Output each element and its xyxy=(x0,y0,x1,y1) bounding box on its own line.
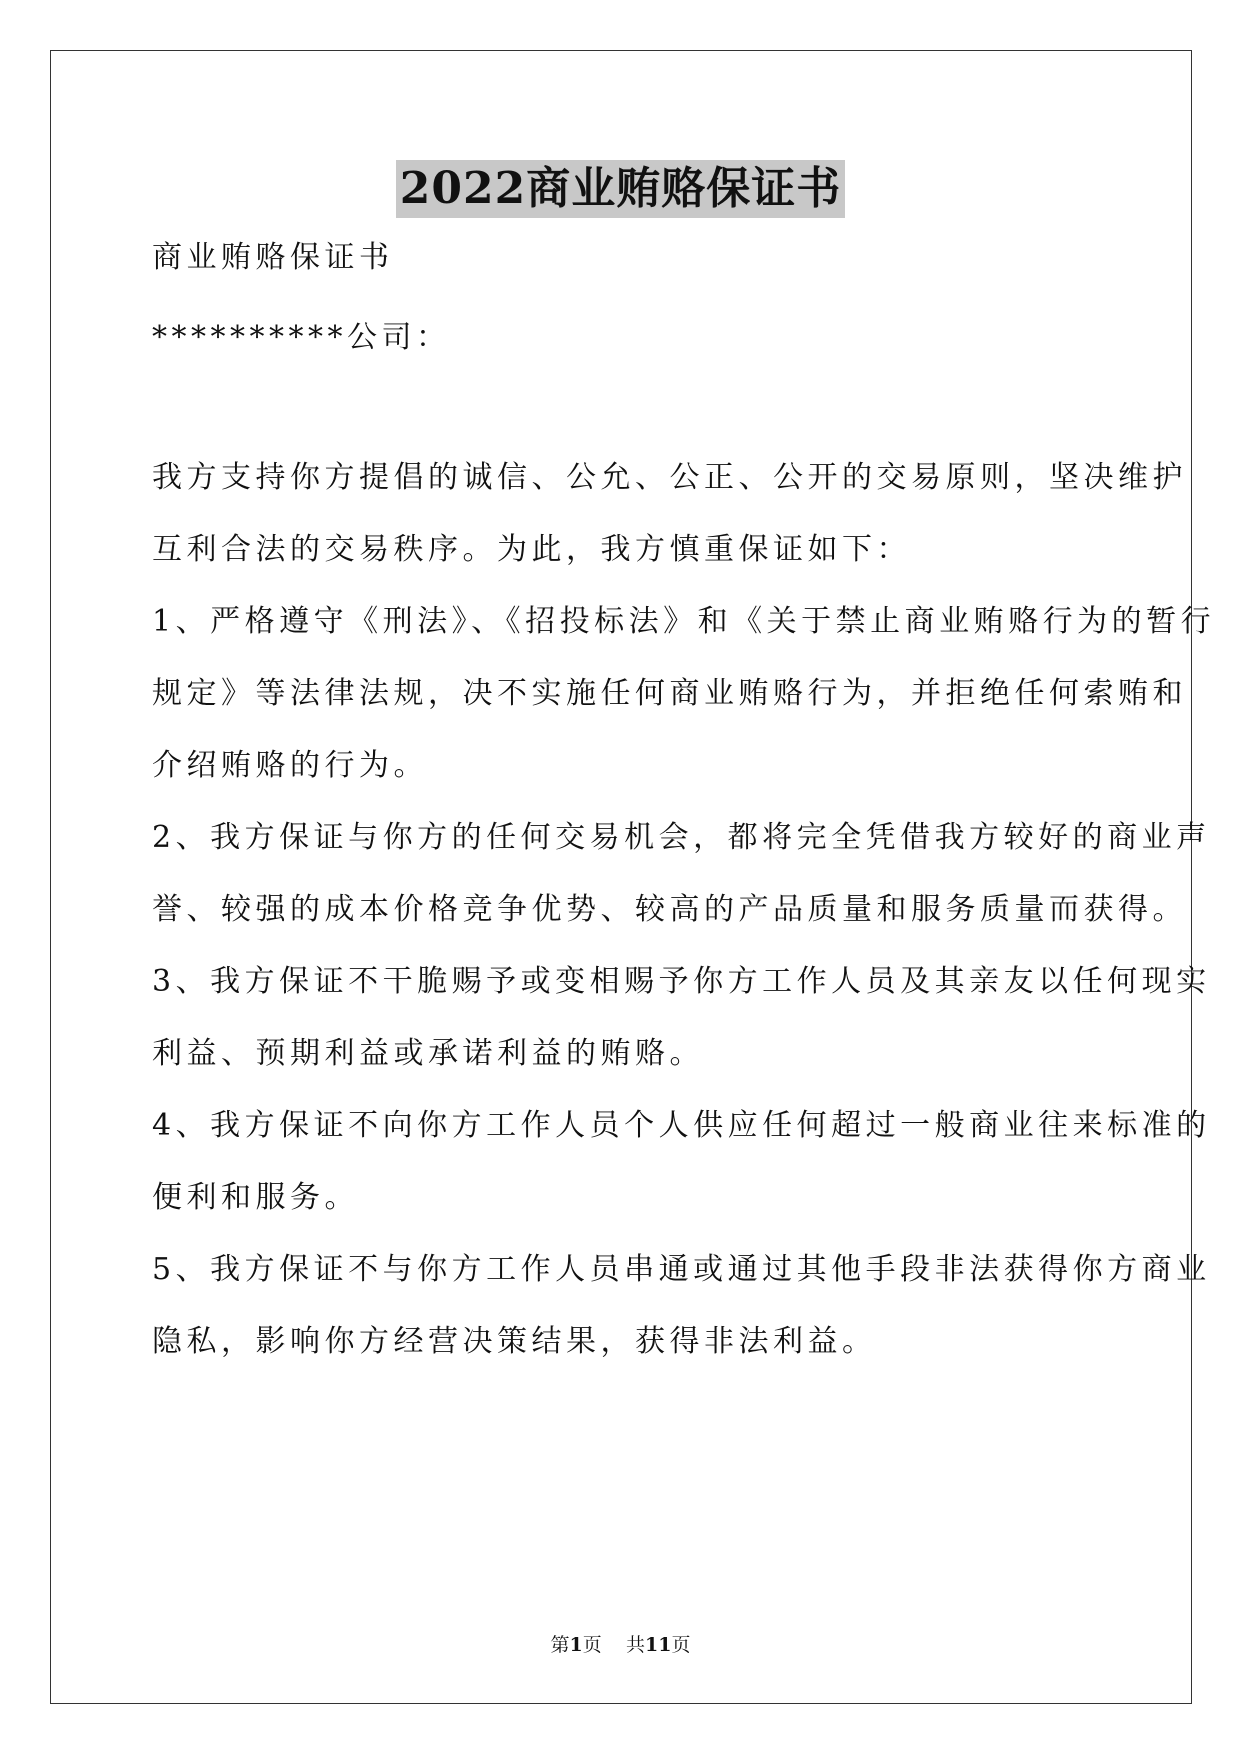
page-prefix: 第 xyxy=(550,1634,570,1656)
page-suffix: 页 xyxy=(582,1634,602,1656)
body-line: 4、我方保证不向你方工作人员个人供应任何超过一般商业往来标准的 xyxy=(152,1108,1211,1143)
title-container xyxy=(0,160,1241,218)
body-line: 我方支持你方提倡的诚信、公允、公正、公开的交易原则，坚决维护 xyxy=(152,460,1187,495)
body-line: 2、我方保证与你方的任何交易机会，都将完全凭借我方较好的商业声 xyxy=(152,820,1211,855)
body-line: 1、严格遵守《刑法》、《招投标法》和《关于禁止商业贿赂行为的暂行 xyxy=(152,604,1216,639)
page-number: 1 xyxy=(569,1634,583,1656)
total-prefix: 共 xyxy=(625,1634,645,1656)
body-line: 誉、较强的成本价格竞争优势、较高的产品质量和服务质量而获得。 xyxy=(152,892,1187,927)
document-title: 2022商业贿赂保证书 xyxy=(396,160,845,218)
body-line: 3、我方保证不干脆赐予或变相赐予你方工作人员及其亲友以任何现实 xyxy=(152,964,1211,999)
page-footer xyxy=(0,1633,1241,1657)
page-border xyxy=(50,50,1192,1704)
body-line: 隐私，影响你方经营决策结果，获得非法利益。 xyxy=(152,1324,877,1359)
body-line-addressee: **********公司： xyxy=(152,320,451,355)
body-line: 介绍贿赂的行为。 xyxy=(152,748,428,783)
body-line: 规定》等法律法规，决不实施任何商业贿赂行为，并拒绝任何索贿和 xyxy=(152,676,1187,711)
body-line: 5、我方保证不与你方工作人员串通或通过其他手段非法获得你方商业 xyxy=(152,1252,1211,1287)
total-suffix: 页 xyxy=(671,1634,691,1656)
body-line: 利益、预期利益或承诺利益的贿赂。 xyxy=(152,1036,704,1071)
body-line-subtitle: 商业贿赂保证书 xyxy=(152,240,394,275)
total-pages: 11 xyxy=(644,1634,672,1656)
body-line: 便利和服务。 xyxy=(152,1180,359,1215)
body-line: 互利合法的交易秩序。为此，我方慎重保证如下： xyxy=(152,532,911,567)
